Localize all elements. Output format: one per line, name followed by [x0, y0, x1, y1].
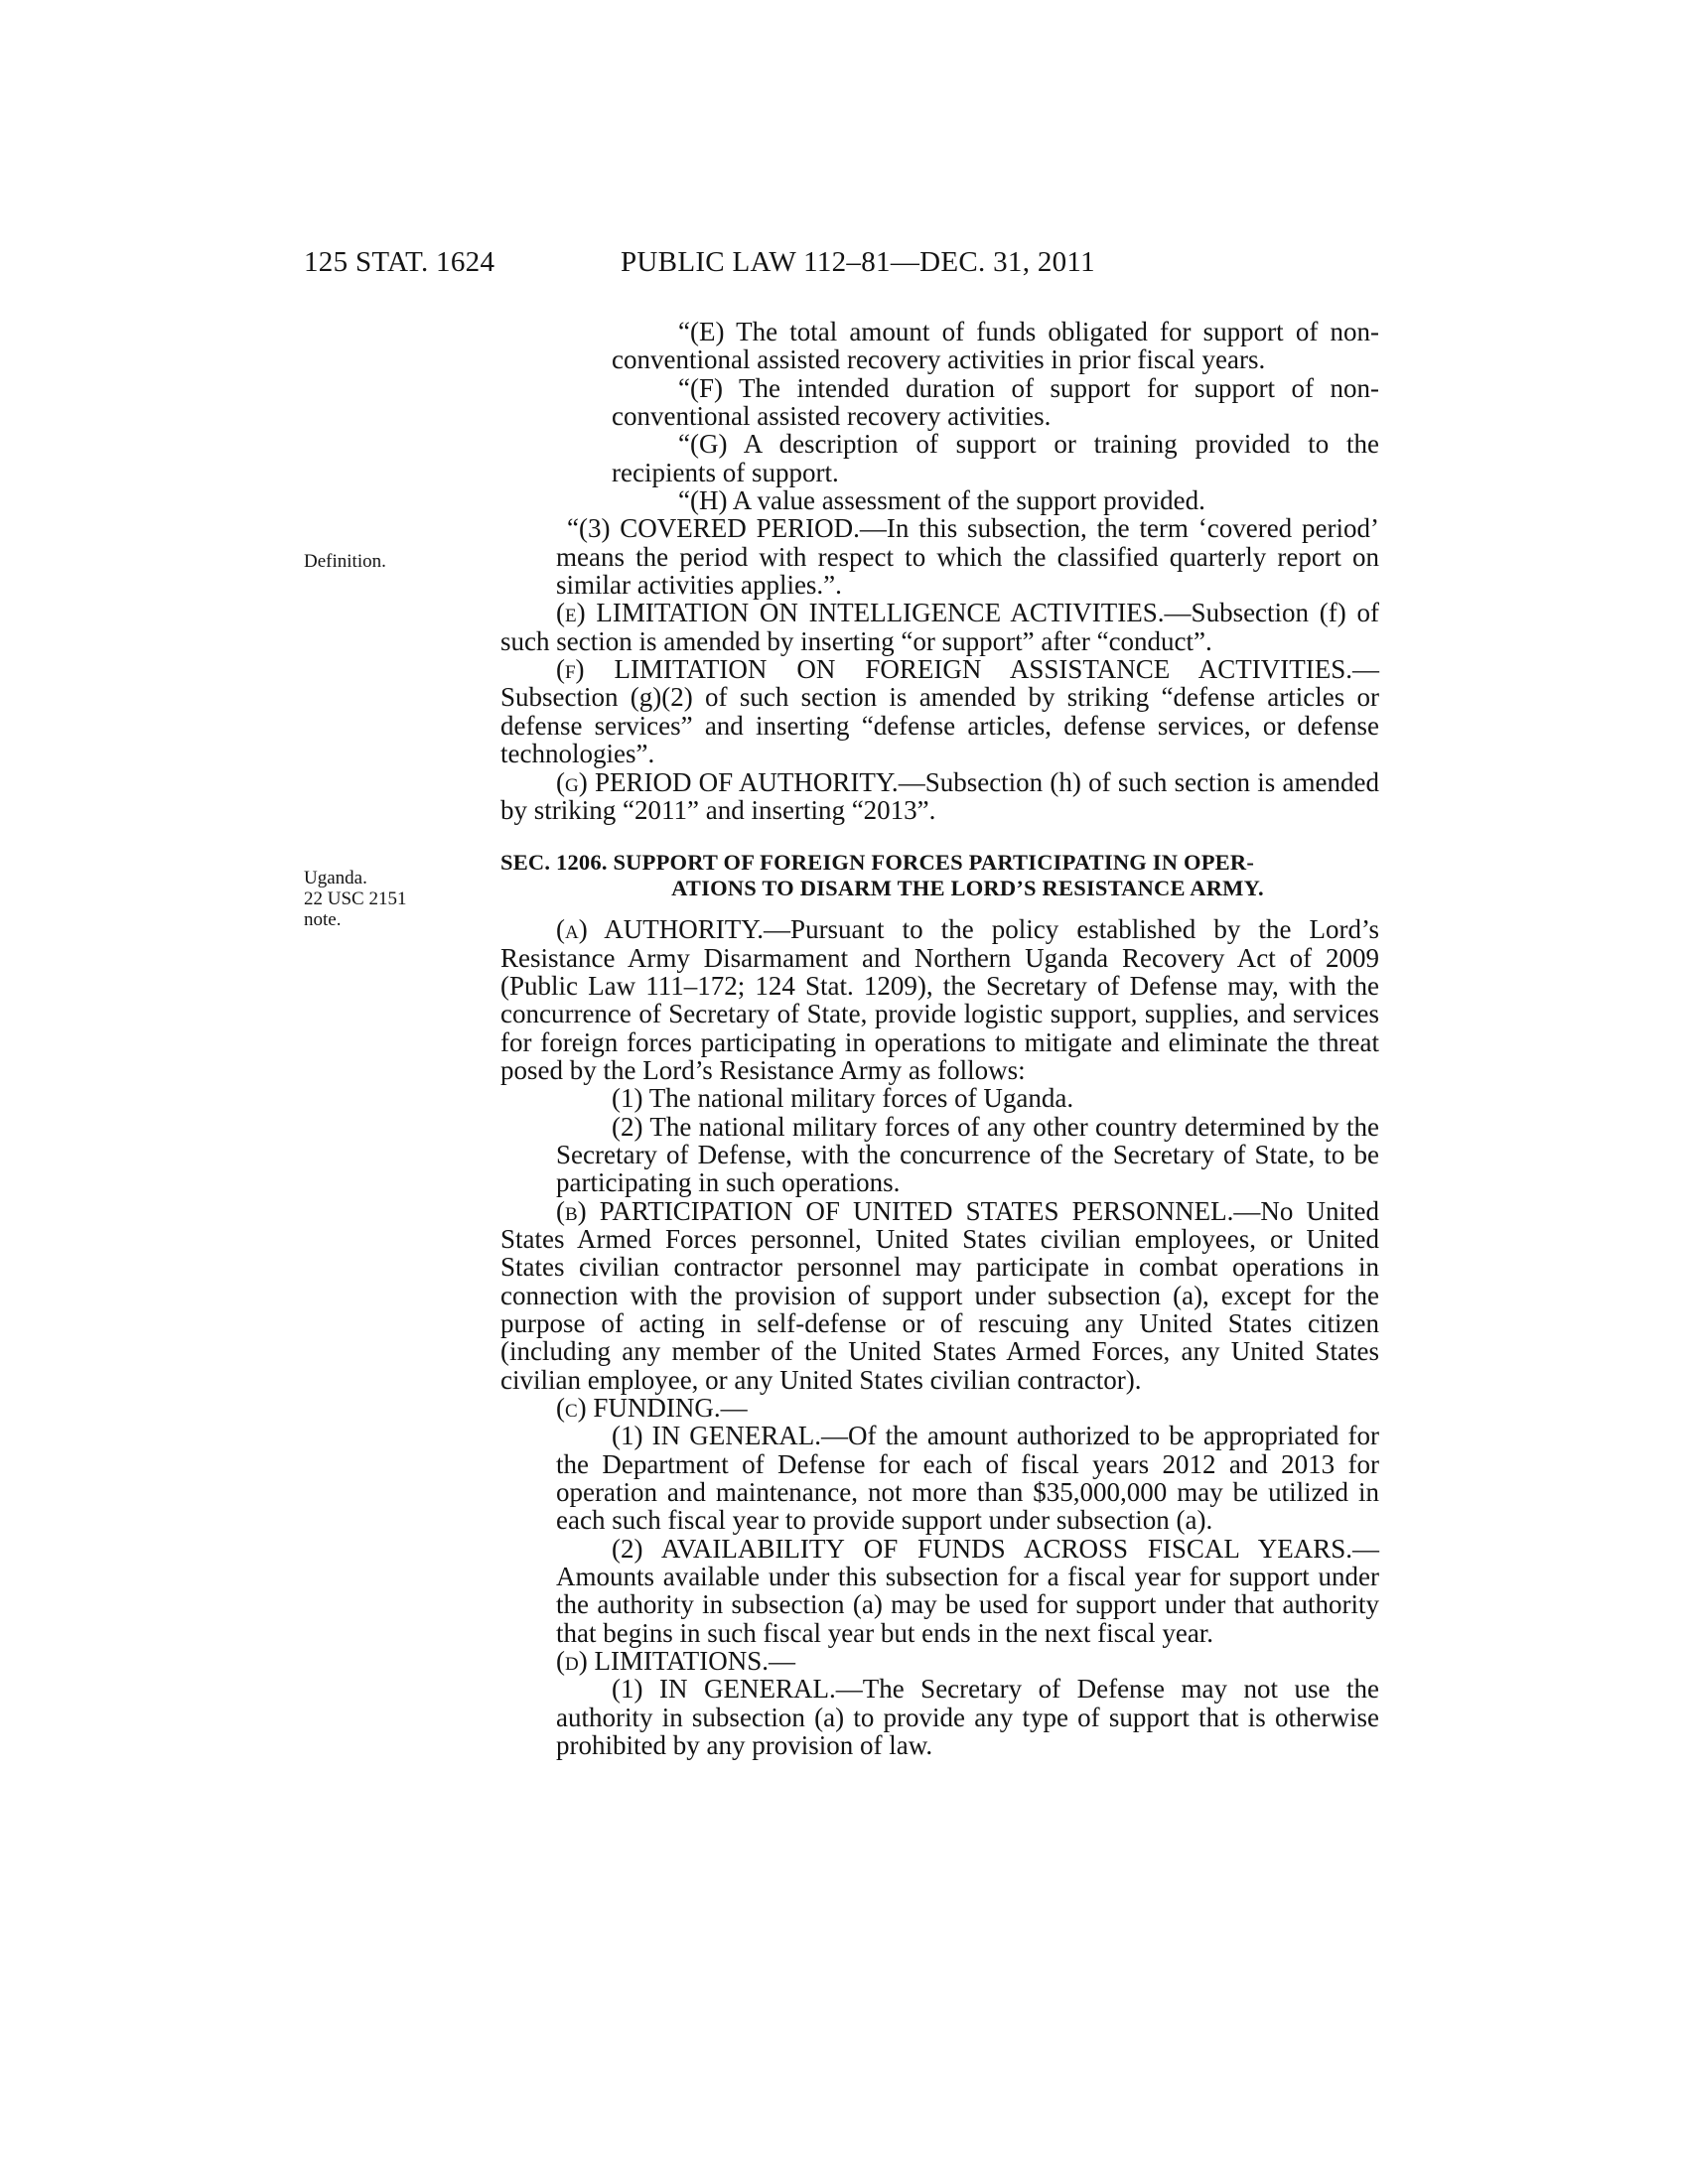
paragraph-limitations — [500, 1647, 1379, 1675]
limitations-label: (d) LIMITATIONS.— — [556, 1646, 796, 1677]
funding-general-label: (1) IN GENERAL. — [612, 1421, 822, 1451]
funding-general-text: —Of the amount authorized to be appropriated for the Department of Defense for each of fiscal years 2012 and 2013 for operation and maintenance, not more than $35,000,000 may be utilized in each such fiscal year to provide support under subsection (a). — [556, 1421, 1379, 1536]
paragraph-h: “(H) A value assessment of the support provided. — [678, 485, 1205, 516]
section-heading-line2: ATIONS TO DISARM THE LORD’S RESISTANCE ARMY. — [671, 876, 1264, 901]
paragraph-covered-period — [500, 514, 1379, 599]
subsection-e-label: (e) LIMITATION ON INTELLIGENCE ACTIVITIES. — [556, 598, 1165, 628]
paragraph-f: “(F) The intended duration of support for support of non-conventional assisted recovery activities. — [612, 372, 1379, 432]
subsection-f-label: (f) LIMITATION ON FOREIGN ASSISTANCE ACTIVITIES. — [556, 654, 1352, 685]
subsection-e-text: —Subsection (f) of such section is amended by inserting “or support” after “conduct”. — [500, 598, 1379, 656]
paragraph-a2: (2) The national military forces of any other country determined by the Secretary of Defense, with the concurrence of the Secretary of State, to be participating in such operations. — [556, 1111, 1379, 1198]
subsection-g-text: —Subsection (h) of such section is amended by striking “2011” and inserting “2013”. — [500, 766, 1379, 825]
paragraph-g: “(G) A description of support or training provided to the recipients of support. — [612, 429, 1379, 487]
section-heading-line1: SEC. 1206. SUPPORT OF FOREIGN FORCES PARTICIPATING IN OPER- — [500, 850, 1255, 876]
participation-label: (b) PARTICIPATION OF UNITED STATES PERSONNEL. — [556, 1195, 1234, 1226]
margin-note-uganda — [304, 868, 406, 930]
paragraph-limitations-general — [500, 1675, 1379, 1759]
funding-label: (c) FUNDING.— — [556, 1393, 748, 1424]
covered-period-text: —In this subsection, the term ‘covered period’ means the period with respect to which the classified quarterly report on similar activities applies.”. — [556, 513, 1379, 601]
section-heading — [500, 850, 1379, 901]
paragraph-e: “(E) The total amount of funds obligated for support of non-conventional assisted recovery activities in prior fiscal years. — [612, 317, 1379, 375]
funding-availability-text: — Amounts available under this subsection for a fiscal year for support under the authority in subsection (a) may be used for support under that authority that begins in such fiscal year but ends in the next fiscal year. — [556, 1533, 1379, 1648]
page-header — [0, 246, 1688, 286]
subsection-g-label: (g) PERIOD OF AUTHORITY. — [556, 766, 899, 797]
heading-spacer — [500, 901, 1379, 915]
stat-page-number: 125 STAT. 1624 — [304, 246, 495, 278]
funding-availability-label: (2) AVAILABILITY OF FUNDS ACROSS FISCAL YEARS. — [612, 1533, 1352, 1564]
paragraph-subsection-e — [500, 599, 1379, 655]
running-head: PUBLIC LAW 112–81—DEC. 31, 2011 — [621, 246, 1095, 278]
margin-note-uganda-line2: 22 USC 2151 — [304, 888, 407, 909]
document-body — [500, 318, 1379, 1760]
subsection-f-text: —Subsection (g)(2) of such section is amended by striking “defense articles or defense services” and inserting “defense articles, defense services, or defense technologies”. — [500, 654, 1379, 769]
margin-note-uganda-line1: Uganda. — [304, 868, 367, 888]
paragraph-subsection-g — [500, 768, 1379, 825]
authority-label: (a) AUTHORITY. — [556, 914, 765, 945]
covered-period-label: “(3) COVERED PERIOD. — [567, 513, 860, 544]
limitations-general-label: (1) IN GENERAL. — [612, 1674, 836, 1705]
margin-note-definition — [304, 551, 386, 572]
paragraph-funding-general — [500, 1422, 1379, 1534]
paragraph-a1: (1) The national military forces of Uganda. — [612, 1083, 1074, 1114]
margin-note-definition-text: Definition. — [304, 551, 386, 572]
paragraph-funding-availability — [500, 1535, 1379, 1647]
limitations-general-text: —The Secretary of Defense may not use the authority in subsection (a) to provide any type of support that is otherwise prohibited by any provision of law. — [556, 1674, 1379, 1761]
participation-text: —No United States Armed Forces personnel, United States civilian employees, or United States civilian contractor personnel may participate in combat operations in connection with the provision of support under subsection (a), except for the purpose of acting in self-defense or of rescuing any United States citizen (including any member of the United States Armed Forces, any United States civilian employee, or any United States civilian contractor). — [500, 1195, 1379, 1395]
margin-note-uganda-line3: note. — [304, 909, 342, 930]
paragraph-funding — [500, 1394, 1379, 1422]
paragraph-authority — [500, 915, 1379, 1084]
paragraph-participation — [500, 1197, 1379, 1394]
authority-text: —Pursuant to the policy established by the Lord’s Resistance Army Disarmament and Northern Uganda Recovery Act of 2009 (Public Law 111–172; 124 Stat. 1209), the Secretary of Defense may, with the concurrence of Secretary of State, provide logistic support, supplies, and services for foreign forces participating in operations to mitigate and eliminate the threat posed by the Lord’s Resistance Army as follows: — [500, 914, 1379, 1085]
paragraph-subsection-f — [500, 655, 1379, 767]
